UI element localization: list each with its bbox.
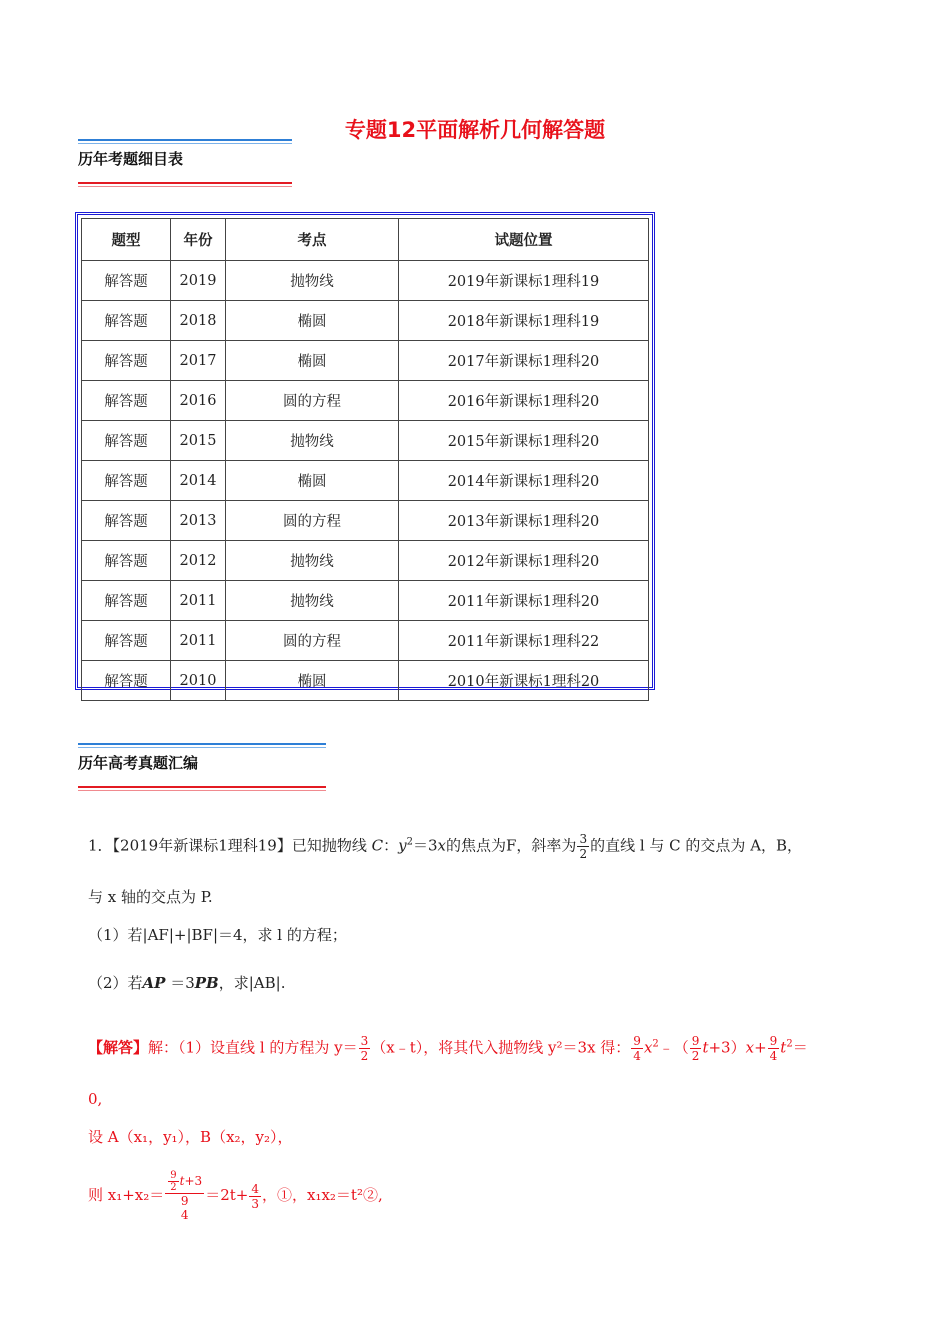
table-cell: 椭圆: [226, 341, 399, 381]
answer-text: 则 x₁+x₂＝: [88, 1186, 165, 1204]
column-header: 年份: [171, 219, 226, 261]
table-row: [82, 581, 649, 621]
table-row: [82, 621, 649, 661]
answer-line-1: 【解答】解：（1）设直线 l 的方程为 y＝ $\frac{3}{2}$ （x﹣t），将其代入抛物线 y²＝3x 得： $\frac{9}{4}$ $x^2﹣$（ $\frac{9}{2}$ t+3）x+ $\frac{9}{4}$ $t^2=$: [88, 1034, 808, 1063]
table-cell: 2010: [171, 661, 226, 701]
table-row: [82, 341, 649, 381]
section-rule: [78, 143, 292, 144]
table-cell: 椭圆: [226, 301, 399, 341]
fraction: $\frac{4}{3}$: [251, 1181, 259, 1211]
problem-line-1: 1．【2019年新课标1理科19】已知抛物线 C：$y^2=3x$的焦点为F，斜率为 $\frac{3}{2}$ 的直线 l 与 C 的交点为 A，B，: [88, 832, 803, 861]
section-heading: 历年考题细目表: [78, 150, 184, 168]
table-cell: 2019年新课标1理科19: [399, 261, 649, 301]
table-cell: 2018: [171, 301, 226, 341]
table-cell: 2013年新课标1理科20: [399, 501, 649, 541]
table-cell: 2015: [171, 421, 226, 461]
section-rule: [78, 139, 292, 141]
answer-tag: 【解答】: [88, 1038, 149, 1057]
column-header: 题型: [82, 219, 171, 261]
table-cell: 2018年新课标1理科19: [399, 301, 649, 341]
answer-line-3: 设 A（x₁，y₁），B（x₂，y₂），: [88, 1128, 293, 1146]
page-title: 专题12平面解析几何解答题: [344, 118, 606, 142]
answer-text: ，①，x₁x₂＝t²②,: [261, 1186, 383, 1204]
table-cell: 2014年新课标1理科20: [399, 461, 649, 501]
fraction: $\frac{9}{2}$ t+3 9 4: [165, 1170, 204, 1222]
table-cell: 解答题: [82, 461, 171, 501]
problem-part-2: （2）若AP ＝3PB，求|AB|.: [88, 974, 286, 992]
table-cell: 解答题: [82, 661, 171, 701]
topic-table: [75, 212, 655, 690]
table-header-row: [82, 219, 649, 261]
table-cell: 解答题: [82, 421, 171, 461]
problem-text: 的焦点为F，斜率为: [446, 836, 577, 855]
answer-line-4: [88, 1170, 383, 1222]
table-cell: 2011年新课标1理科20: [399, 581, 649, 621]
table-cell: 2017: [171, 341, 226, 381]
problem-part-1: （1）若|AF|+|BF|＝4，求 l 的方程；: [88, 926, 347, 944]
section-rule: [78, 747, 326, 748]
column-header: 试题位置: [399, 219, 649, 261]
answer-line-2: 0,: [88, 1090, 103, 1108]
table-cell: 解答题: [82, 541, 171, 581]
answer-text: 解：（1）设直线 l 的方程为 y＝: [148, 1038, 358, 1057]
answer-text: ＝2t+: [205, 1186, 249, 1204]
problem-line-2: 与 x 轴的交点为 P.: [88, 888, 213, 906]
table-row: [82, 461, 649, 501]
table-row: [82, 261, 649, 301]
table-cell: 圆的方程: [226, 501, 399, 541]
table-row: [82, 301, 649, 341]
table-cell: 抛物线: [226, 541, 399, 581]
table-cell: 解答题: [82, 301, 171, 341]
section-rule: [78, 790, 326, 791]
table-cell: 抛物线: [226, 421, 399, 461]
table-row: [82, 661, 649, 701]
table-cell: 2011: [171, 621, 226, 661]
table-cell: 2016年新课标1理科20: [399, 381, 649, 421]
table-row: [82, 381, 649, 421]
table-cell: 抛物线: [226, 261, 399, 301]
problem-label: 1．【2019年新课标1理科19】已知抛物线: [88, 836, 367, 855]
table-cell: 圆的方程: [226, 381, 399, 421]
table-cell: 抛物线: [226, 581, 399, 621]
table-cell: 解答题: [82, 261, 171, 301]
fraction: $\frac{3}{2}$: [360, 1034, 369, 1063]
section-rule: [78, 786, 326, 788]
table-cell: 解答题: [82, 621, 171, 661]
problem-text: 的直线 l 与 C 的交点为 A，B，: [590, 836, 803, 855]
table-cell: 圆的方程: [226, 621, 399, 661]
fraction: $\frac{9}{4}$: [633, 1034, 641, 1063]
table-cell: 2017年新课标1理科20: [399, 341, 649, 381]
table-row: [82, 501, 649, 541]
table-cell: 椭圆: [226, 661, 399, 701]
answer-text: （x﹣t），将其代入抛物线 y²＝3x 得：: [371, 1038, 631, 1057]
fraction: $\frac{9}{4}$: [769, 1034, 778, 1063]
table-cell: 解答题: [82, 581, 171, 621]
fraction: $\frac{9}{2}$: [691, 1034, 700, 1063]
table-cell: 2010年新课标1理科20: [399, 661, 649, 701]
table-cell: 2015年新课标1理科20: [399, 421, 649, 461]
table-cell: 2011年新课标1理科22: [399, 621, 649, 661]
table-cell: 解答题: [82, 341, 171, 381]
table-cell: 2012年新课标1理科20: [399, 541, 649, 581]
table-cell: 2016: [171, 381, 226, 421]
section-rule: [78, 186, 292, 187]
section-rule: [78, 182, 292, 184]
table-row: [82, 541, 649, 581]
table-cell: 解答题: [82, 501, 171, 541]
table-cell: 2011: [171, 581, 226, 621]
table-cell: 2014: [171, 461, 226, 501]
column-header: 考点: [226, 219, 399, 261]
problem-text: （2）若: [88, 974, 143, 992]
problem-text: ，求|AB|.: [218, 974, 286, 992]
fraction: $\frac{3}{2}$: [579, 832, 588, 861]
table-cell: 解答题: [82, 381, 171, 421]
table-cell: 2012: [171, 541, 226, 581]
table-cell: 2019: [171, 261, 226, 301]
section-heading: 历年高考真题汇编: [78, 754, 199, 772]
table-cell: 2013: [171, 501, 226, 541]
section-rule: [78, 743, 326, 745]
table-cell: 椭圆: [226, 461, 399, 501]
table-row: [82, 421, 649, 461]
